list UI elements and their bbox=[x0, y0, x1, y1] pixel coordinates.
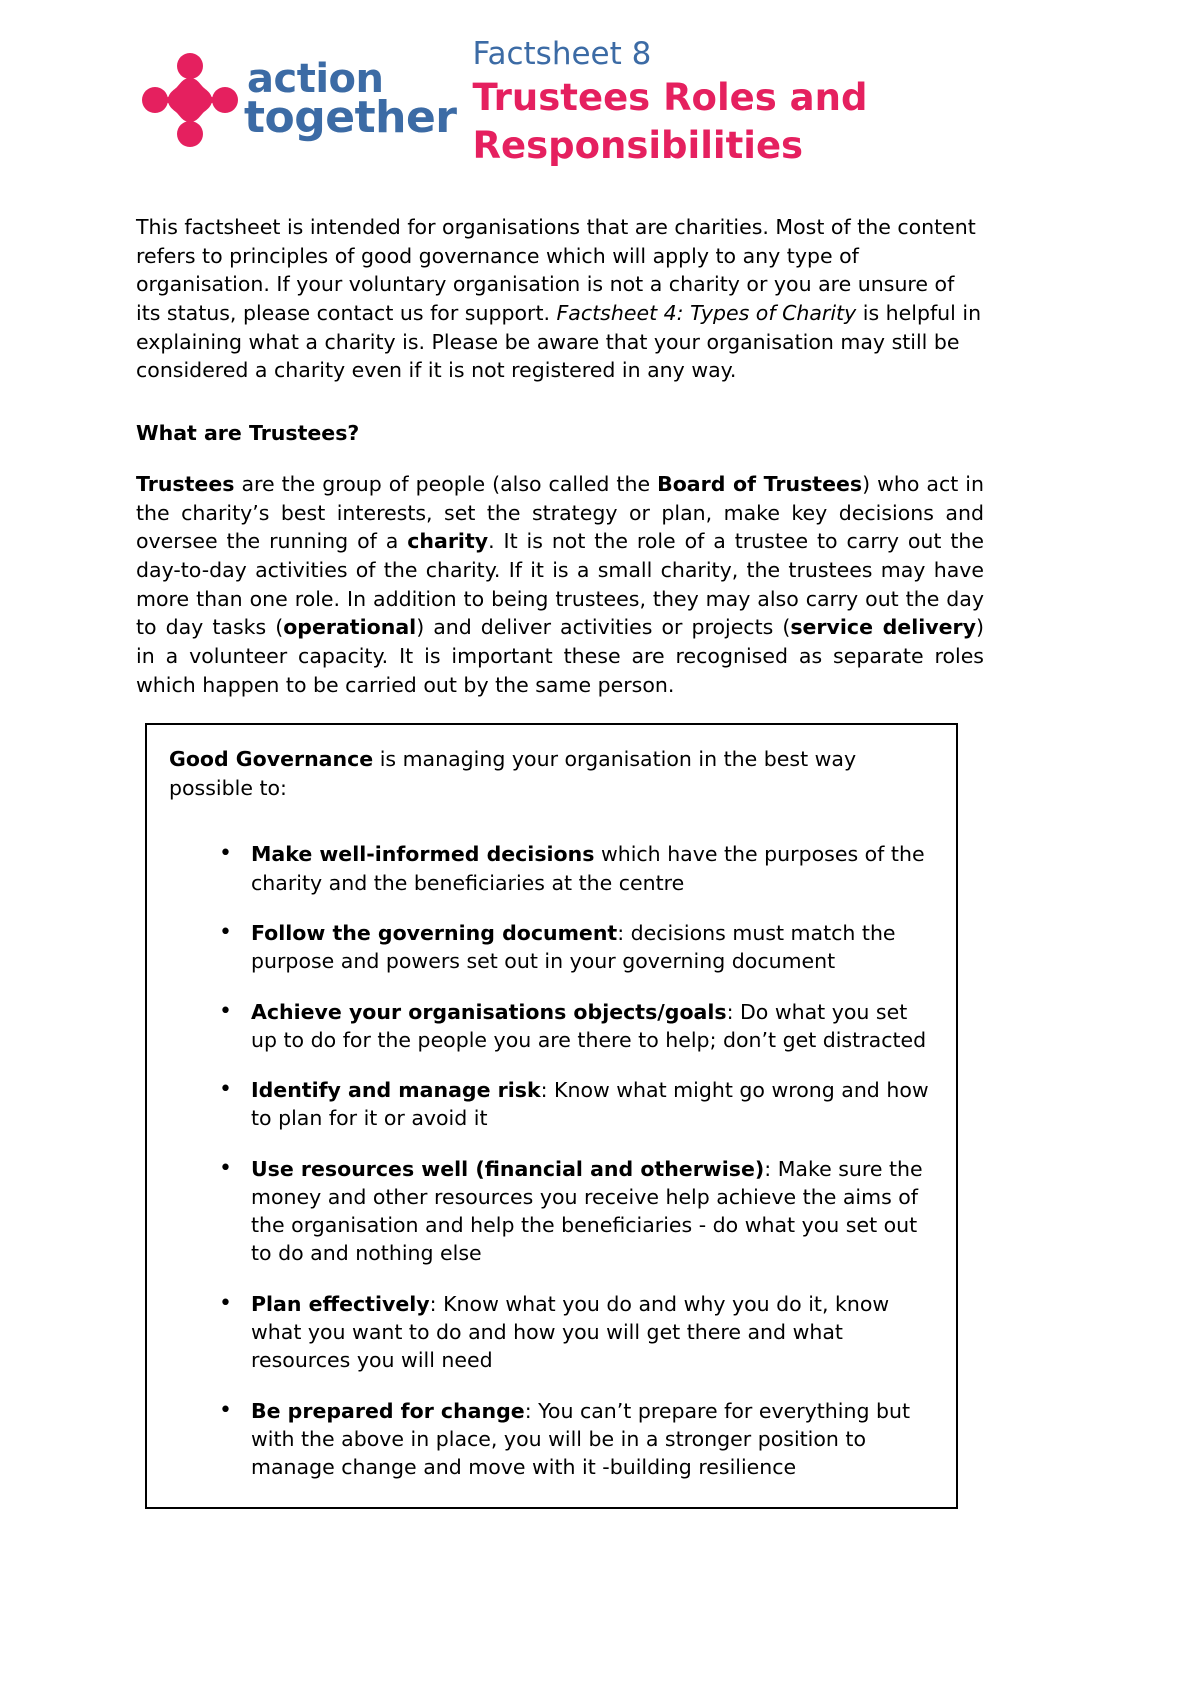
list-item-lead: Use resources well (financial and otherwise) bbox=[251, 1156, 765, 1181]
trustees-text-5: ) in a volunteer capacity. It is important these are recognised as separate roles which happen to be carried out by the same person. bbox=[136, 615, 985, 697]
intro-paragraph bbox=[136, 213, 984, 385]
list-item-rest: : Know what might go wrong and how to plan for it or avoid it bbox=[251, 1078, 929, 1131]
list-item bbox=[219, 840, 930, 897]
trustees-text-1: are the group of people (also called the bbox=[234, 471, 658, 496]
list-item bbox=[219, 1155, 930, 1268]
document-header bbox=[140, 34, 1020, 170]
logo-word-together: together bbox=[244, 92, 457, 144]
logo-wordmark bbox=[244, 56, 457, 144]
trustees-bold-3: charity bbox=[407, 529, 489, 554]
trustees-bold-5: service delivery bbox=[790, 615, 977, 640]
good-governance-bullet-list bbox=[169, 840, 930, 1481]
trustees-bold-4: operational bbox=[283, 615, 417, 640]
list-item-rest: : decisions must match the purpose and powers set out in your governing document bbox=[251, 920, 896, 974]
list-item-rest: : Do what you set up to do for the people you are there to help; don’t get distracted bbox=[251, 999, 927, 1052]
list-item-lead: Identify and manage risk bbox=[251, 1078, 541, 1103]
list-item-rest: which have the purposes of the charity and the beneficiaries at the centre bbox=[251, 842, 925, 895]
section-heading-what-are-trustees: What are Trustees? bbox=[136, 421, 360, 446]
intro-italic-reference: Factsheet 4: Types of Charity bbox=[556, 301, 857, 326]
spacer bbox=[136, 448, 984, 470]
good-governance-lead-rest: is managing your organisation in the best way possible to: bbox=[169, 747, 857, 800]
trustees-text-2: ) who act in the charity’s best interests, set the strategy or plan, make key decisions and oversee the running of a bbox=[136, 471, 984, 554]
list-item-lead: Plan effectively bbox=[251, 1291, 430, 1316]
list-item-lead: Achieve your organisations objects/goals bbox=[251, 999, 727, 1024]
list-item bbox=[219, 1076, 930, 1133]
good-governance-lead bbox=[169, 745, 930, 802]
list-item bbox=[219, 998, 930, 1055]
list-item-rest: : You can’t prepare for everything but with the above in place, you will be in a stronger position to manage change and move with it -building resilience bbox=[251, 1398, 911, 1480]
good-governance-lead-bold: Good Governance bbox=[169, 747, 374, 771]
header-titles bbox=[473, 34, 1021, 170]
factsheet-number-label: Factsheet 8 bbox=[472, 36, 652, 72]
spacer bbox=[136, 385, 984, 419]
intro-text-part1: This factsheet is intended for organisations that are charities. Most of the content refers to principles of good governance which will apply to any type of organisation. If your voluntary organisation is not a charity or you are unsure of its status, please contact us for support. bbox=[136, 215, 976, 326]
trustees-text-3: . It is not the role of a trustee to carry out the day-to-day activities of the charity. If it is a small charity, the trustees may have more than one role. In addition to being trustees, they may also carry out the day to day tasks ( bbox=[136, 529, 984, 640]
logo-word-action: action bbox=[247, 56, 384, 103]
document-body bbox=[136, 213, 984, 699]
action-together-logo bbox=[140, 34, 457, 150]
list-item bbox=[219, 1397, 930, 1482]
list-item-rest: : Know what you do and why you do it, know what you want to do and how you will get there and what resources you will need bbox=[251, 1291, 890, 1373]
trustees-bold-1: Trustees bbox=[136, 471, 235, 496]
page-title: Trustees Roles and Responsibilities bbox=[472, 75, 868, 167]
trustees-bold-2: Board of Trustees bbox=[657, 471, 863, 496]
list-item bbox=[219, 919, 930, 976]
action-together-mark-icon bbox=[140, 50, 240, 150]
trustees-text-4: ) and deliver activities or projects ( bbox=[416, 615, 791, 640]
intro-text-part2: is helpful in explaining what a charity is. Please be aware that your organisation may still be considered a charity even if it is not registered in any way. bbox=[136, 301, 982, 383]
list-item-rest: : Make sure the money and other resources you receive help achieve the aims of the organisation and help the beneficiaries - do what you set out to do and nothing else bbox=[251, 1156, 923, 1266]
trustees-paragraph bbox=[136, 470, 984, 700]
list-item-lead: Make well-informed decisions bbox=[251, 842, 595, 867]
good-governance-box bbox=[145, 723, 958, 1509]
list-item bbox=[219, 1290, 930, 1375]
list-item-lead: Follow the governing document bbox=[251, 920, 618, 945]
list-item-lead: Be prepared for change bbox=[251, 1398, 525, 1423]
